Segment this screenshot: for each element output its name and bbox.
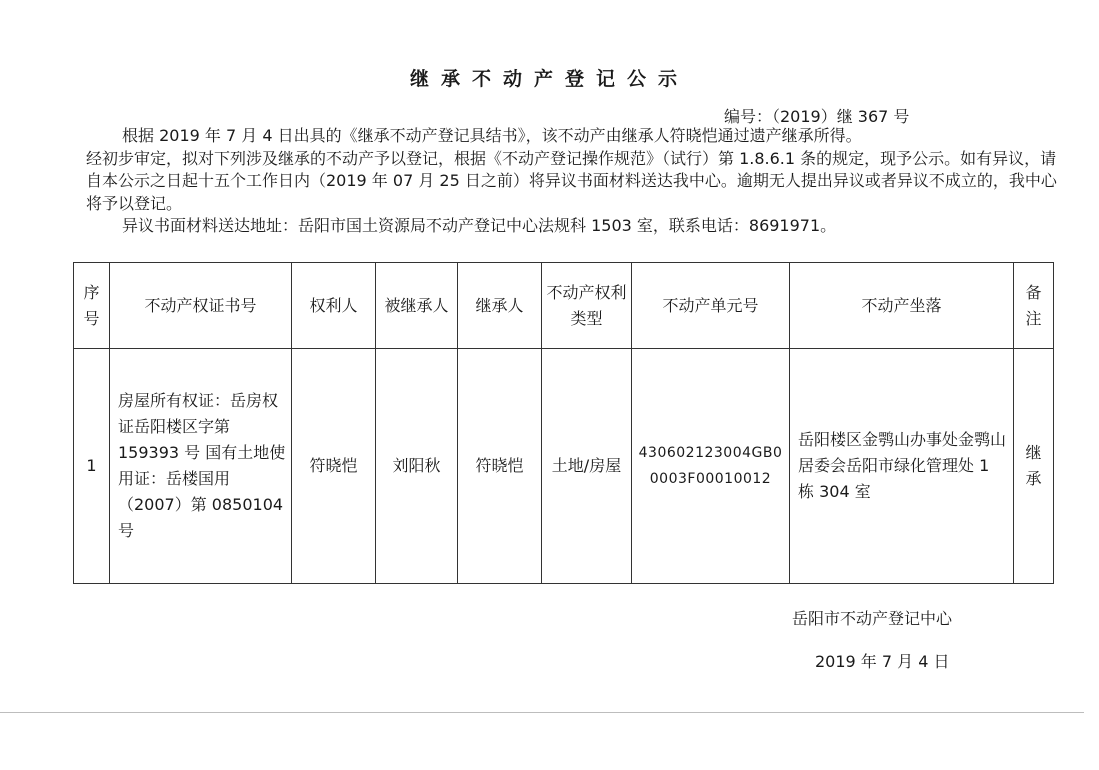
- notice-body: [86, 125, 1066, 238]
- cell-right-type: 土地/房屋: [542, 349, 632, 584]
- cell-decedent: 刘阳秋: [376, 349, 458, 584]
- table-header-row: [74, 263, 1054, 349]
- cell-location: 岳阳楼区金鹗山办事处金鹗山居委会岳阳市绿化管理处 1 栋 304 室: [790, 349, 1014, 584]
- paragraph-basis: 根据 2019 年 7 月 4 日出具的《继承不动产登记具结书》，该不动产由继承人符晓恺通过遗产继承所得。: [122, 126, 862, 145]
- scan-edge-line: [0, 712, 1084, 713]
- property-table: [73, 262, 1054, 584]
- table-row: [74, 349, 1054, 584]
- cell-remark: 继承: [1014, 349, 1054, 584]
- header-cert: 不动产权证书号: [110, 263, 292, 349]
- header-location: 不动产坐落: [790, 263, 1014, 349]
- header-right-type: 不动产权利类型: [542, 263, 632, 349]
- header-seq: 序号: [74, 263, 110, 349]
- paragraph-review: 经初步审定，拟对下列涉及继承的不动产予以登记，根据《不动产登记操作规范》（试行）第 1.8.6.1 条的规定，现予公示。如有异议，请自本公示之日起十五个工作日内（2019 年 07 月 25 日之前）将异议书面材料送达我中心。逾期无人提出异议或者异议不成立的，我中心将予以登记。: [86, 148, 1057, 213]
- header-heir: 继承人: [458, 263, 542, 349]
- cell-heir: 符晓恺: [458, 349, 542, 584]
- header-unit-no: 不动产单元号: [632, 263, 790, 349]
- cell-seq: 1: [74, 349, 110, 584]
- document-number: 编号：（2019）继 367 号: [724, 107, 910, 126]
- issuing-organization: 岳阳市不动产登记中心: [792, 609, 953, 628]
- paragraph-address: 异议书面材料送达地址：岳阳市国土资源局不动产登记中心法规科 1503 室，联系电话：8691971。: [122, 216, 837, 235]
- page-title: 继承不动产登记公示: [409, 68, 689, 90]
- header-remark: 备注: [1014, 263, 1054, 349]
- cell-unit-no: 430602123004GB00003F00010012: [632, 349, 790, 584]
- cell-cert: 房屋所有权证：岳房权证岳阳楼区字第 159393 号 国有土地使用证：岳楼国用（2007）第 0850104 号: [110, 349, 292, 584]
- header-holder: 权利人: [292, 263, 376, 349]
- header-decedent: 被继承人: [376, 263, 458, 349]
- cell-holder: 符晓恺: [292, 349, 376, 584]
- issue-date: 2019 年 7 月 4 日: [815, 652, 950, 671]
